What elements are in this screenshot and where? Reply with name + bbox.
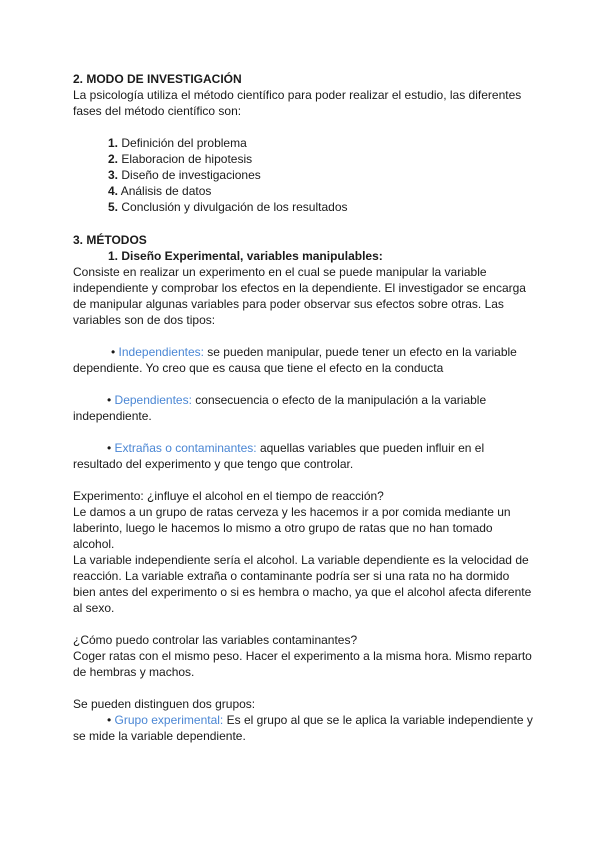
variable-term: Extrañas o contaminantes: — [114, 441, 257, 455]
list-item — [108, 151, 348, 167]
example-question: Experimento: ¿influye el alcohol en el tiempo de reacción? — [73, 489, 384, 503]
phase-number: 1. — [108, 136, 119, 150]
groups-intro: Se pueden distinguen dos grupos: — [73, 697, 256, 711]
example-variables: La variable independiente sería el alcohol. La variable dependiente es la velocidad de reacción. La variable extraña o contaminante podría ser si una rata no ha dormido bien antes del experimento o si es hembra o macho, ya que el alcohol afecta diferente al sexo. — [73, 553, 532, 615]
variable-term: Independientes: — [118, 345, 204, 359]
control-answer: Coger ratas con el mismo peso. Hacer el experimento a la misma hora. Mismo reparto de hembras y machos. — [73, 649, 532, 679]
phase-text: Elaboracion de hipotesis — [121, 152, 253, 166]
section-3-intro: Consiste en realizar un experimento en el cual se puede manipular la variable independiente y comprobar los efectos en la dependiente. El investigador se encarga de manipular algunas variables para poder observar sus efectos sobre otras. Las variables son de dos tipos: — [73, 265, 526, 327]
list-item — [108, 135, 348, 151]
phase-number: 3. — [108, 168, 119, 182]
variable-desc: consecuencia o efecto de la manipulación a la variable independiente. — [73, 393, 487, 423]
list-item — [108, 183, 348, 199]
phase-number: 5. — [108, 200, 119, 214]
list-item — [108, 167, 348, 183]
phase-number: 2. — [108, 152, 119, 166]
section-2-intro: La psicología utiliza el método científico para poder realizar el estudio, las diferentes fases del método científico son: — [73, 88, 522, 118]
group-experimental — [73, 712, 533, 744]
phase-text: Diseño de investigaciones — [121, 168, 261, 182]
variable-independent — [73, 344, 533, 376]
section-3-title: 3. MÉTODOS — [73, 233, 147, 247]
group-term: Grupo experimental: — [114, 713, 224, 727]
list-item — [108, 199, 348, 215]
phase-text: Definición del problema — [121, 136, 247, 150]
variable-extraneous — [73, 440, 533, 472]
variable-desc: aquellas variables que pueden influir en el resultado del experimento y que tengo que controlar. — [73, 441, 485, 471]
bullet: • — [107, 393, 112, 407]
section-2-title: 2. MODO DE INVESTIGACIÓN — [73, 72, 242, 86]
phases-list — [108, 135, 348, 215]
phase-text: Análisis de datos — [120, 184, 212, 198]
variable-desc: se pueden manipular, puede tener un efecto en la variable dependiente. Yo creo que es causa que tiene el efecto en la conducta — [73, 345, 517, 375]
bullet: • — [111, 345, 116, 359]
subsection-title: 1. Diseño Experimental, variables manipulables: — [108, 249, 383, 263]
bullet: • — [107, 713, 112, 727]
variable-term: Dependientes: — [114, 393, 192, 407]
group-desc: Es el grupo al que se le aplica la variable independiente y se mide la variable dependiente. — [73, 713, 533, 743]
example-description: Le damos a un grupo de ratas cerveza y les hacemos ir a por comida mediante un laberinto, luego le hacemos lo mismo a otro grupo de ratas que no han tomado alcohol. — [73, 505, 511, 551]
variable-dependent — [73, 392, 533, 424]
control-question: ¿Cómo puedo controlar las variables contaminantes? — [73, 633, 358, 647]
phase-number: 4. — [108, 184, 119, 198]
phase-text: Conclusión y divulgación de los resultados — [121, 200, 348, 214]
bullet: • — [107, 441, 112, 455]
